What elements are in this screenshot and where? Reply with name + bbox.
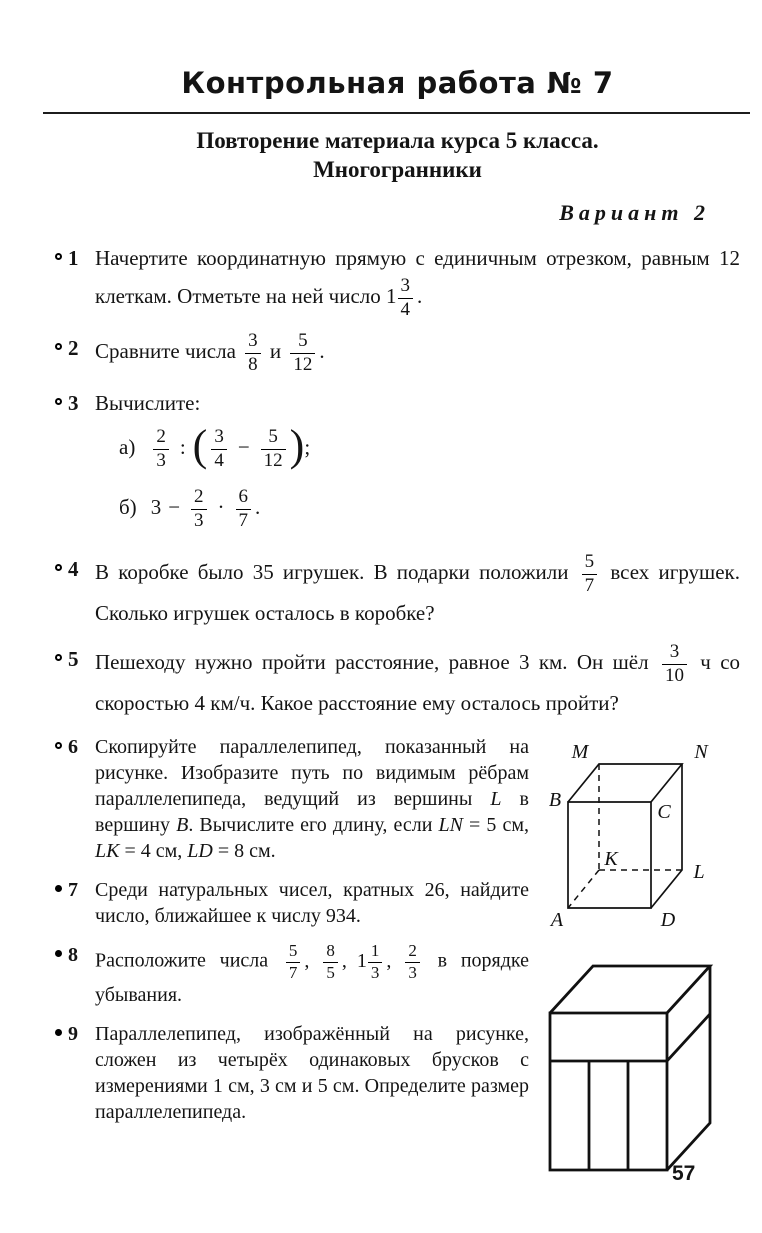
denominator: 8	[245, 353, 261, 376]
fraction	[153, 427, 169, 471]
figure-parallelepiped-of-bars	[535, 958, 740, 1178]
denominator: 3	[191, 509, 207, 532]
open-circle-marker	[55, 654, 62, 661]
fraction	[261, 427, 286, 471]
open-circle-marker	[55, 742, 62, 749]
problem-6	[55, 734, 529, 864]
numerator: 5	[584, 551, 595, 573]
subitem-a	[119, 421, 740, 471]
text-segment: Среди натуральных чисел, кратных 26, найдите число, ближайшее к числу 934.	[95, 879, 529, 928]
subitem-b	[119, 487, 740, 531]
operator: ·	[217, 494, 225, 519]
filled-circle-marker	[55, 1029, 62, 1036]
problem-number: 5	[68, 647, 79, 672]
text-segment: всех игрушек. Сколько игрушек осталось в коробке?	[95, 559, 741, 626]
problem-1-gutter	[55, 241, 95, 276]
page-number: 57	[672, 1162, 696, 1185]
filled-circle-marker	[55, 885, 62, 892]
subtitle-line-2: Многогранники	[313, 157, 482, 182]
problem-number: 6	[68, 736, 78, 759]
solid-edges	[568, 764, 682, 908]
text-segment: = 4 см,	[119, 840, 188, 863]
numerator: 3	[400, 275, 411, 296]
problem-text	[95, 642, 740, 721]
vertex-label-l: L	[693, 861, 705, 884]
fraction	[323, 942, 338, 982]
numerator: 3	[669, 641, 680, 663]
problem-9-gutter	[55, 1021, 95, 1047]
problem-4-gutter	[55, 552, 95, 587]
numerator: 3	[214, 426, 224, 448]
open-circle-marker	[55, 253, 62, 260]
denominator: 7	[286, 962, 301, 982]
fraction	[286, 942, 301, 982]
text-segment: и	[269, 338, 282, 363]
denominator: 7	[236, 509, 252, 532]
text-segment: = 5 см,	[462, 814, 530, 837]
punctuation: .	[255, 494, 261, 519]
right-paren: )	[289, 421, 305, 471]
denominator: 12	[261, 449, 286, 472]
variable: L	[490, 788, 502, 811]
numerator: 2	[194, 486, 204, 508]
problem-text	[95, 552, 740, 631]
text-segment: Расположите числа	[95, 949, 269, 972]
fraction	[405, 942, 420, 982]
mixed-number	[386, 275, 417, 320]
vertex-label-b: B	[548, 789, 562, 812]
subitem-label: а)	[119, 434, 136, 459]
figure-parallelepiped-labeled	[535, 736, 740, 932]
problem-3	[55, 386, 740, 541]
problem-5-gutter	[55, 642, 95, 677]
problem-2-gutter	[55, 331, 95, 366]
filled-circle-marker	[55, 950, 62, 957]
mixed-number	[356, 941, 387, 982]
text-segment: в порядке убывания.	[95, 949, 529, 1006]
lower-two-column-zone	[55, 734, 740, 1178]
problem-1	[55, 241, 740, 320]
punctuation: ,	[341, 949, 347, 972]
problem-number: 2	[68, 336, 79, 361]
open-circle-marker	[55, 343, 62, 350]
operator: :	[179, 434, 186, 459]
text-segment: Пешеходу нужно пройти расстояние, равное 3 км. Он шёл	[95, 649, 649, 674]
fraction	[290, 331, 315, 375]
numerator: 2	[408, 941, 417, 961]
problem-5	[55, 642, 740, 721]
problem-2	[55, 331, 740, 375]
problem-9	[55, 1021, 529, 1125]
problem-8	[55, 942, 529, 1008]
problem-text	[95, 877, 529, 929]
problem-number: 7	[68, 879, 78, 902]
vertex-label-a: A	[550, 909, 564, 932]
fraction	[368, 942, 383, 982]
operator: −	[168, 494, 181, 519]
operator: −	[237, 434, 250, 459]
fraction	[398, 276, 414, 320]
problem-text	[95, 386, 740, 541]
problem-number: 9	[68, 1022, 78, 1045]
text-segment: = 8 см.	[212, 840, 276, 863]
problem-number: 1	[68, 246, 79, 270]
whole-part: 1	[356, 949, 367, 972]
problems-column	[55, 734, 529, 1178]
open-circle-marker	[55, 398, 62, 405]
numerator: 1	[370, 941, 380, 961]
denominator: 12	[290, 353, 315, 376]
fraction	[582, 552, 598, 596]
denominator: 4	[398, 298, 414, 321]
denominator: 5	[323, 962, 338, 982]
left-paren: (	[192, 421, 208, 471]
numerator: 3	[248, 330, 258, 352]
problem-text	[95, 331, 740, 375]
problem-6-gutter	[55, 734, 95, 760]
vertex-label-k: K	[604, 848, 618, 871]
vertex-label-m: M	[571, 741, 589, 764]
fraction	[662, 642, 687, 686]
denominator: 4	[211, 449, 227, 472]
problem-number: 3	[68, 391, 79, 416]
denominator: 3	[368, 962, 383, 982]
numerator: 5	[298, 330, 308, 352]
vertex-label-d: D	[660, 909, 676, 932]
numerator: 2	[156, 426, 166, 448]
text-segment: Начертите координатную прямую с единичным отрезком, равным 12 клеткам. Отметьте на ней число	[95, 246, 740, 308]
variable: LK	[95, 840, 120, 863]
numerator: 8	[326, 941, 335, 961]
problem-4	[55, 552, 740, 631]
text-segment: Скопируйте параллелепипед, показанный на рисунке. Изобразите путь по видимым рёбрам параллелепипеда, ведущий из вершины	[95, 736, 529, 811]
subtitle	[55, 126, 740, 184]
problem-text	[95, 241, 740, 320]
text-segment: Параллелепипед, изображённый на рисунке, сложен из четырёх одинаковых брусков с измерениями 1 см, 3 см и 5 см. Определите размер параллелепипеда.	[95, 1022, 529, 1123]
text-segment: в вершину	[95, 788, 529, 837]
open-circle-marker	[55, 564, 62, 571]
denominator: 7	[582, 574, 598, 597]
numerator: 6	[238, 486, 249, 508]
text-segment: 3	[150, 494, 162, 519]
subtitle-line-1: Повторение материала курса 5 класса.	[196, 128, 599, 153]
problem-text	[95, 942, 529, 1008]
text-segment: Вычислите:	[95, 391, 201, 416]
variable: LN	[438, 814, 463, 837]
numerator: 5	[268, 426, 278, 448]
variable: B	[176, 814, 189, 837]
problem-text	[95, 1021, 529, 1125]
problem-3-gutter	[55, 386, 95, 421]
variable: LD	[187, 840, 213, 863]
title-rule	[43, 112, 750, 114]
denominator: 3	[153, 449, 169, 472]
figures-column	[529, 734, 740, 1178]
text-segment: ч со скоростью 4 км/ч. Какое расстояние ему осталось пройти?	[95, 649, 741, 716]
problem-number: 8	[68, 944, 78, 967]
punctuation: ;	[304, 434, 311, 459]
vertex-label-n: N	[694, 741, 708, 764]
fraction	[245, 331, 261, 375]
problem-8-gutter	[55, 942, 95, 968]
problem-text	[95, 734, 529, 864]
text-segment: . Вычислите его длину, если	[188, 814, 439, 837]
denominator: 3	[405, 962, 420, 982]
fraction	[236, 487, 252, 531]
punctuation: ,	[304, 949, 310, 972]
text-segment: .	[417, 283, 423, 308]
fraction	[211, 427, 227, 471]
page-title: Контрольная работа № 7	[181, 66, 614, 100]
problem-7-gutter	[55, 877, 95, 903]
problem-7	[55, 877, 529, 929]
text-segment: В коробке было 35 игрушек. В подарки положили	[95, 559, 569, 584]
problem-number: 4	[68, 557, 79, 582]
fraction	[191, 487, 207, 531]
vertex-label-c: C	[657, 801, 671, 824]
box-edges	[550, 966, 710, 1170]
text-segment: .	[319, 338, 325, 363]
text-segment: Сравните числа	[95, 338, 236, 363]
denominator: 10	[662, 664, 687, 687]
subitem-label: б)	[119, 494, 137, 519]
variant-label: Вариант 2	[559, 200, 710, 225]
punctuation: ,	[386, 949, 392, 972]
numerator: 5	[288, 941, 298, 961]
whole-part: 1	[386, 283, 397, 308]
